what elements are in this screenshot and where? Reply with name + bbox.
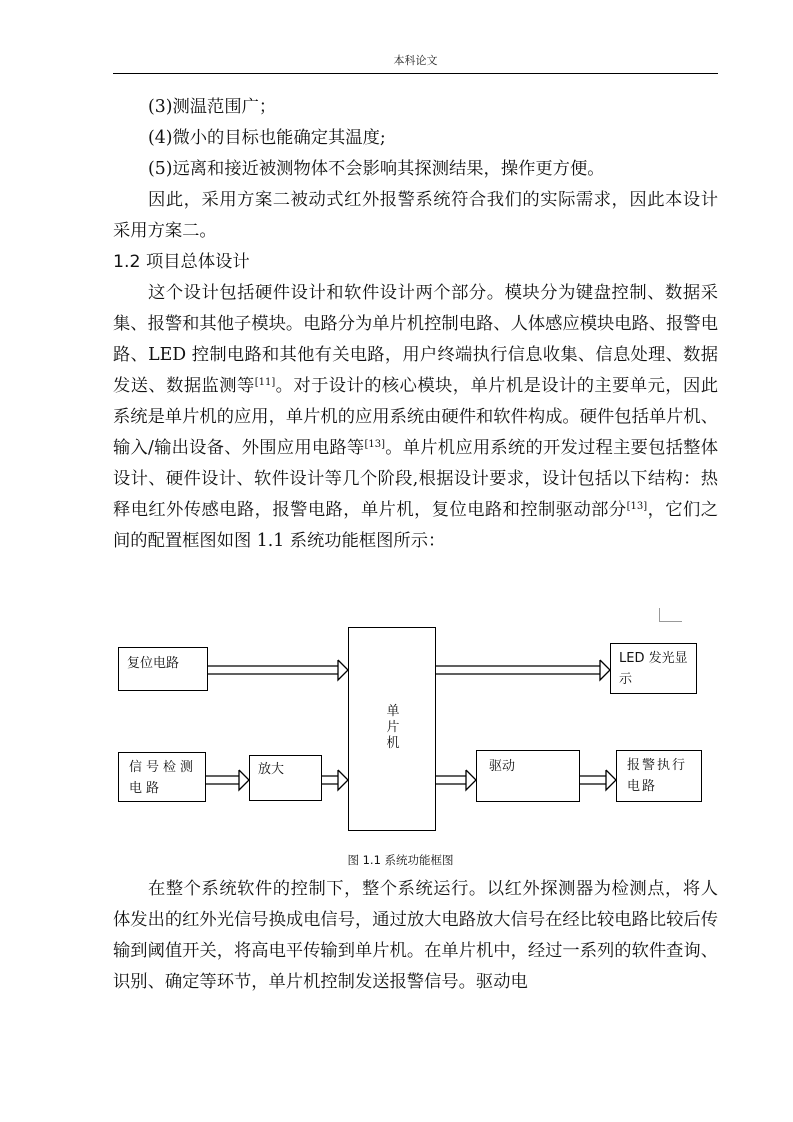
led-display-label: LED 发光显示 [619,651,688,687]
amplifier-label: 放大 [258,762,285,777]
conclusion-paragraph: 因此，采用方案二被动式红外报警系统符合我们的实际需求，因此本设计采用方案二。 [113,190,718,241]
driver-box [476,750,580,802]
text-segment: 。对于设计的核心模块，单片机是设计的主要单元，因此系统是单片机的应用，单片机的应用系统由硬件和软件构成。硬件包括单片机、输入/输出设备、外围应用电路等 [113,376,718,458]
figure-caption: 图 1.1 系统功能框图 [347,853,454,867]
arrow-mcu-to-drive [436,770,476,790]
led-display-box [610,643,697,694]
arrow-mcu-to-led [436,660,610,680]
reset-circuit-box [118,647,208,691]
arrow-drive-to-alarm [580,770,616,790]
arrow-signal-to-amp [206,770,249,790]
arrow-amp-to-mcu [322,770,348,790]
reset-circuit-label: 复位电路 [127,656,180,671]
amplifier-box [249,755,322,801]
mcu-label: 单片机 [386,704,400,751]
citation: [13] [364,439,385,450]
mcu-box [348,627,436,831]
signal-detect-box [118,752,206,802]
section-heading: 1.2 项目总体设计 [113,252,250,272]
citation: [11] [254,377,276,388]
alarm-exec-box [616,750,702,802]
body-text-top [113,92,718,557]
text-segment: 这个设计包括硬件设计和软件设计两个部分。模块分为键盘控制、数据采集、报警和其他子模块。电路分为单片机控制电路、人体感应模块电路、报警电路、LED 控制电路和其他有关电路，用户终端执行信息收集、信息处理、数据发送、数据监测等 [113,283,718,396]
text-segment: 。单片机应用系统的开发过程主要包括整体设计、硬件设计、软件设计等几个阶段,根据设计要求，设计包括以下结构：热释电红外传感电路，报警电路，单片机，复位电路和控制驱动部分 [113,438,718,520]
operation-paragraph: 在整个系统软件的控制下，整个系统运行。以红外探测器为检测点，将人体发出的红外光信号换成电信号，通过放大电路放大信号在经比较电路比较后传输到阈值开关，将高电平传输到单片机。在单片机中，经过一系列的软件查询、识别、确定等环节，单片机控制发送报警信号。驱动电 [113,879,718,992]
arrow-reset-to-mcu [208,660,348,680]
text-segment: ，它们之间的配置框图如图 1.1 系统功能框图所示： [113,500,718,551]
corner-mark [659,608,682,622]
citation: [13] [626,501,648,512]
page-header: 本科论文 [393,54,438,67]
list-item-5: (5)远离和接近被测物体不会影响其探测结果，操作更方便。 [148,159,605,179]
list-item-3: (3)测温范围广； [148,97,277,117]
body-text-bottom [113,874,718,998]
design-paragraph [113,278,718,557]
driver-label: 驱动 [489,759,516,774]
signal-detect-label: 信号检测电路 [129,760,198,796]
header-rule [113,73,718,74]
list-item-4: (4)微小的目标也能确定其温度; [148,128,386,148]
alarm-exec-label: 报警执行电路 [627,758,688,794]
